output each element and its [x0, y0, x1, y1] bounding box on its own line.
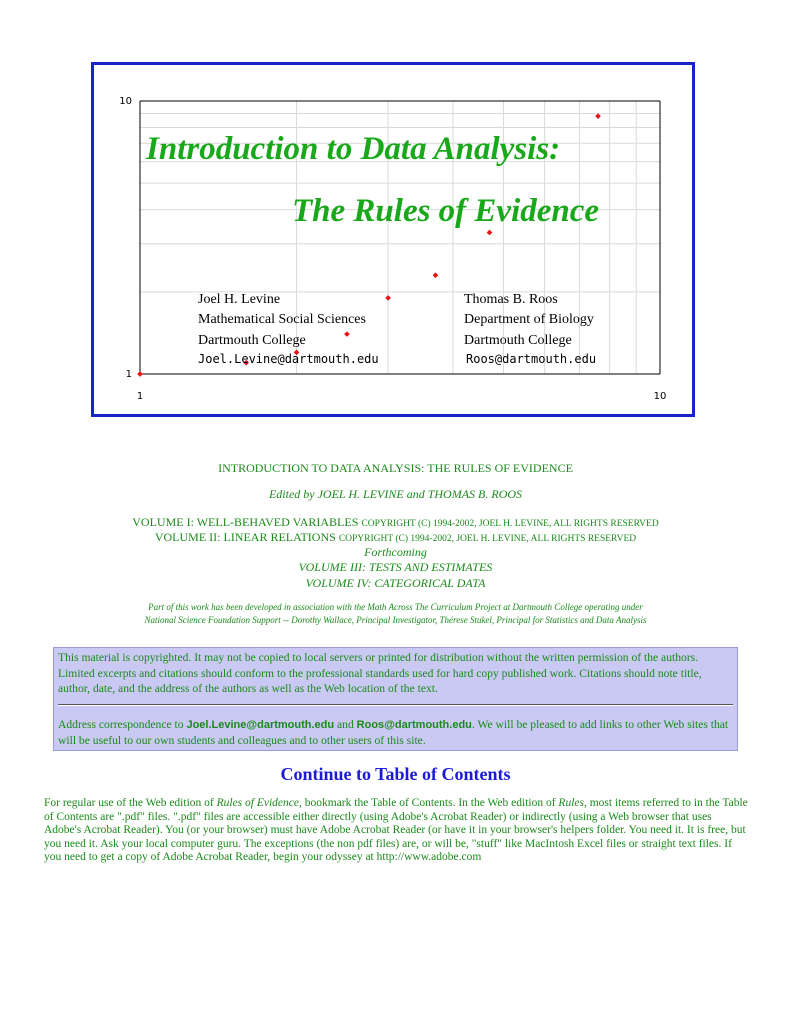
author1-dept: Mathematical Social Sciences — [198, 312, 366, 327]
notice-divider — [58, 704, 733, 706]
title-banner — [91, 62, 695, 417]
usage-text-3: , most items referred to in the Table of Contents are ".pdf" files. ".pdf" files are accessible either directly (using Adobe's Acrobat Reader) or indirectly (using a Web browser that uses Adobe's Acrobat Reader). You (or your browser) must have Adobe Acrobat Reader (or have it in your browser's helpers folder. You need it. It is free, but you need it. Ask your local computer guru. The exceptions (the non pdf files) are, or will be, "stuff" like MacIntosh Excel files or straight text files. If you need to get a copy of Adobe Acrobat Reader, begin your odyssey at http://www.adobe.com — [44, 797, 748, 863]
author2-name: Thomas B. Roos — [464, 292, 558, 307]
author2-dept: Department of Biology — [464, 312, 594, 327]
forthcoming-label: Forthcoming — [364, 545, 427, 559]
scatter-point — [344, 331, 350, 337]
address-prefix: Address correspondence to — [58, 717, 187, 731]
author2-college: Dartmouth College — [464, 333, 572, 348]
y-tick-label-bottom: 1 — [125, 369, 132, 380]
copyright-text: This material is copyrighted. It may not be copied to local servers or printed for distribution without the written permission of the authors. Limited excerpts and citations should conform to the professional standards used for hard copy published work. Citations should note title, author, date, and the address of the authors as well as the Web location of the text. — [58, 651, 702, 695]
copyright-notice — [53, 647, 738, 751]
usage-paragraph — [44, 797, 749, 865]
address-paragraph — [58, 717, 733, 749]
email-link-roos[interactable]: Roos@dartmouth.edu — [356, 718, 472, 731]
volume-1-label: VOLUME I: WELL-BEHAVED VARIABLES — [132, 515, 359, 529]
address-suffix: . We will be pleased to add links to other Web sites that will be useful to our own students and colleagues and to other users of this site. — [58, 717, 729, 747]
volume-3-line: VOLUME III: TESTS AND ESTIMATES — [298, 560, 493, 574]
banner-title-line2: The Rules of Evidence — [292, 193, 600, 229]
scatter-point — [385, 295, 391, 301]
author2-email: Roos@dartmouth.edu — [466, 352, 597, 366]
usage-italic-1: Rules of Evidence, — [216, 797, 302, 809]
author1-email: Joel.Levine@dartmouth.edu — [198, 352, 379, 366]
x-tick-label-right: 10 — [653, 391, 667, 402]
volume-2-copyright: COPYRIGHT (C) 1994-2002, JOEL H. LEVINE, ALL RIGHTS RESERVED — [338, 534, 637, 544]
usage-italic-2: Rules — [558, 797, 584, 809]
acknowledgement-line-1: Part of this work has been developed in association with the Math Across The Curriculum Project at Dartmouth College operating under — [148, 602, 643, 612]
book-title: INTRODUCTION TO DATA ANALYSIS: THE RULES OF EVIDENCE — [218, 461, 573, 475]
volume-2-line — [0, 530, 791, 545]
author1-name: Joel H. Levine — [198, 292, 281, 307]
continue-to-toc-link[interactable]: Continue to Table of Contents — [280, 764, 511, 784]
banner-title-line1: Introduction to Data Analysis: — [146, 131, 561, 167]
scatter-point — [595, 113, 601, 119]
editors-line: Edited by JOEL H. LEVINE and THOMAS B. ROOS — [268, 487, 523, 501]
acknowledgement — [0, 601, 791, 627]
address-and: and — [334, 717, 357, 731]
acknowledgement-line-2: National Science Foundation Support -- Dorothy Wallace, Principal Investigator, Thérese Stukel, Principal for Statistics and Data Analysis — [144, 615, 647, 625]
usage-text-2: bookmark the Table of Contents. In the Web edition of — [301, 797, 559, 809]
volume-1-copyright: COPYRIGHT (C) 1994-2002, JOEL H. LEVINE, ALL RIGHTS RESERVED — [361, 519, 659, 529]
author1-college: Dartmouth College — [198, 333, 306, 348]
volume-2-label: VOLUME II: LINEAR RELATIONS — [154, 530, 336, 544]
volume-4-line: VOLUME IV: CATEGORICAL DATA — [305, 576, 486, 590]
y-tick-label-top: 10 — [119, 96, 132, 107]
scatter-point — [433, 272, 439, 278]
banner-chart — [94, 65, 692, 414]
scatter-point — [487, 230, 493, 236]
scatter-point — [137, 371, 143, 377]
volume-1-line — [0, 515, 791, 530]
email-link-levine[interactable]: Joel.Levine@dartmouth.edu — [186, 718, 335, 731]
x-tick-label-left: 1 — [136, 391, 144, 402]
usage-text-1: For regular use of the Web edition of — [44, 797, 217, 809]
